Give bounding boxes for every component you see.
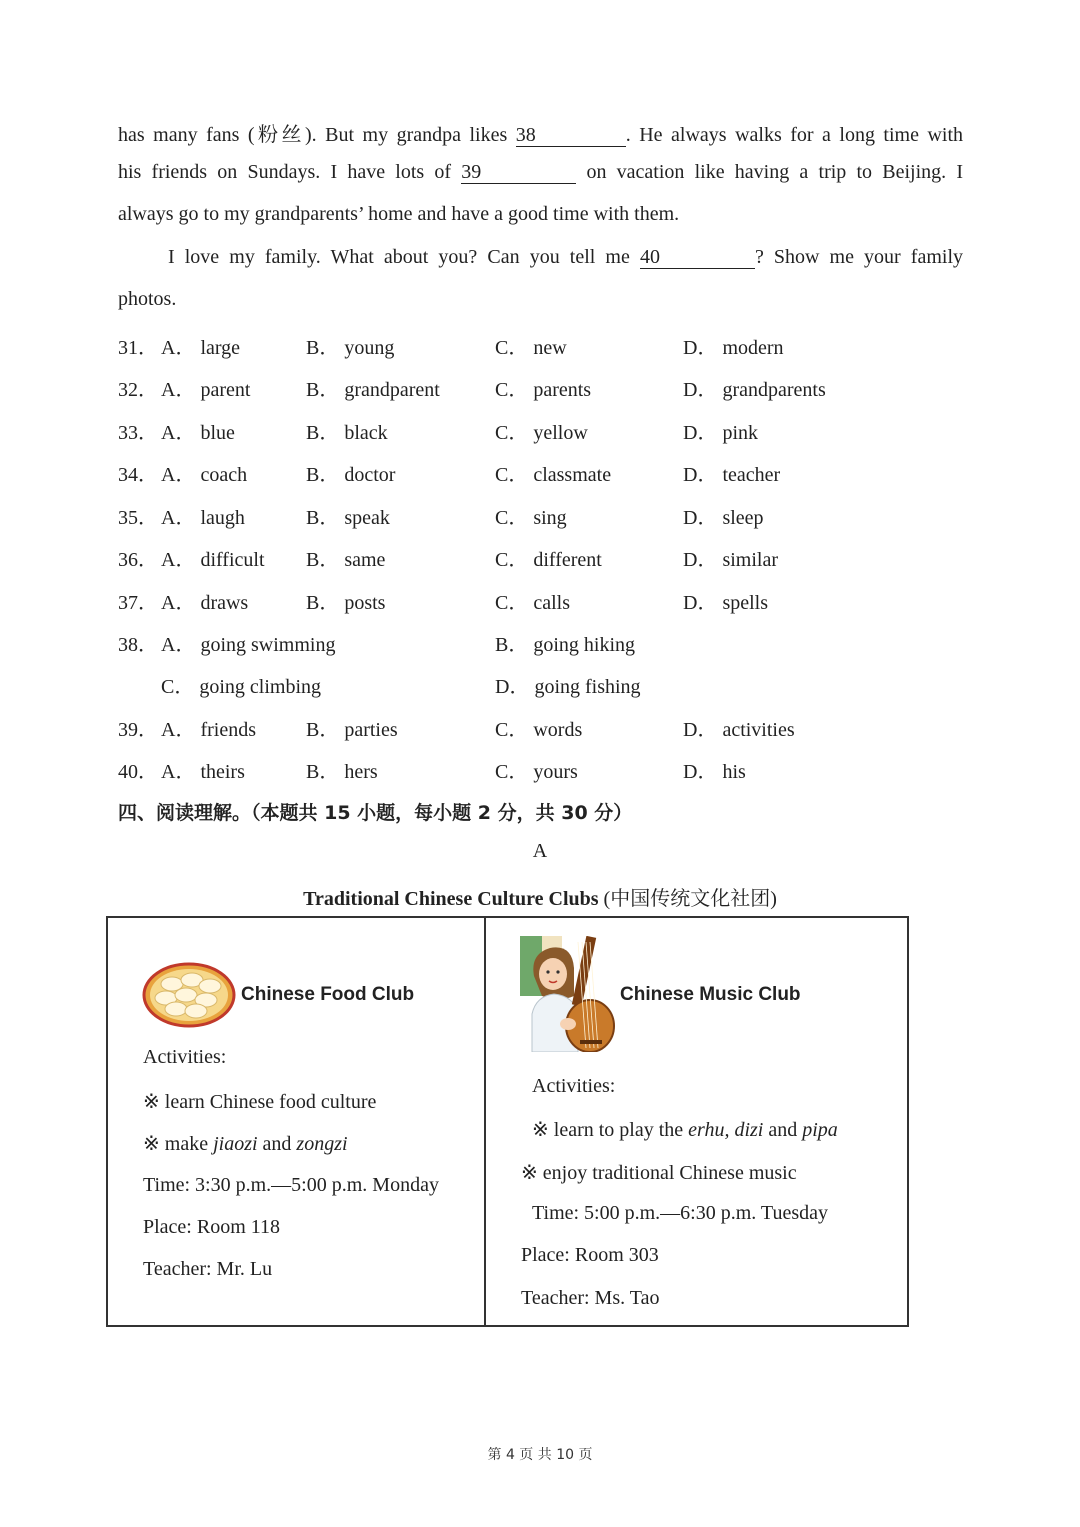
passage-line-3: always go to my grandparents’ home and have a good time with them. [118,203,680,225]
question-34-number: 34． [118,464,158,486]
table-title [0,882,1080,911]
dumplings-plate-icon [142,962,236,1028]
question-33-number: 33． [118,422,158,444]
question-33-option-d: D． pink [683,422,758,444]
music-activities-label: Activities: [532,1075,616,1097]
passage-line-5: photos. [118,288,177,310]
question-31-option-d: D． modern [683,337,784,359]
food-activity-2: ※ make jiaozi and zongzi [143,1133,348,1155]
pipa-girl-icon [520,936,620,1052]
question-40-number: 40． [118,761,158,783]
question-35-number: 35． [118,507,158,529]
question-37-option-c: C． calls [495,592,570,614]
question-39-option-c: C． words [495,719,583,741]
food-place: Place: Room 118 [143,1216,281,1238]
food-teacher: Teacher: Mr. Lu [143,1258,273,1280]
food-activity-1: ※ learn Chinese food culture [143,1091,377,1113]
music-activity-1: ※ learn to play the erhu, dizi and pipa [532,1119,838,1141]
question-38-option-c: C． going climbing [161,676,321,698]
question-37-option-b: B． posts [306,592,386,614]
question-33-option-c: C． yellow [495,422,588,444]
question-40-option-d: D． his [683,761,746,783]
question-38-option-b: B． going hiking [495,634,636,656]
question-40-option-a: A． theirs [161,761,245,783]
food-activities-label: Activities: [143,1046,227,1068]
question-35-option-d: D． sleep [683,507,764,529]
question-37-number: 37． [118,592,158,614]
question-36-number: 36． [118,549,158,571]
question-32-option-b: B． grandparent [306,379,440,401]
music-activity-2: ※ enjoy traditional Chinese music [521,1162,797,1184]
question-36-option-b: B． same [306,549,386,571]
blank-40: 40 [640,247,755,269]
question-34-option-a: A． coach [161,464,248,486]
question-38-option-a: A． going swimming [161,634,336,656]
passage-line-4: I love my family. What about you? Can you tell me 40 ? Show me your family [168,246,964,268]
question-31-option-c: C． new [495,337,567,359]
question-33-option-b: B． black [306,422,388,444]
table-title-cn: (中国传统文化社团) [603,888,777,910]
question-39-number: 39． [118,719,158,741]
music-club-title: Chinese Music Club [620,984,801,1005]
question-31-option-b: B． young [306,337,395,359]
question-35-option-c: C． sing [495,507,567,529]
question-31-option-a: A． large [161,337,241,359]
section-title: 四、阅读理解。（本题共 15 小题，每小题 2 分，共 30 分） [118,802,633,824]
question-39-option-b: B． parties [306,719,398,741]
question-31-number: 31． [118,337,158,359]
question-38-number: 38． [118,634,158,656]
music-place: Place: Room 303 [521,1244,659,1266]
question-40-option-c: C． yours [495,761,578,783]
question-36-option-d: D． similar [683,549,778,571]
question-32-number: 32． [118,379,158,401]
food-time: Time: 3:30 p.m.—5:00 p.m. Monday [143,1174,439,1196]
blank-39: 39 [461,162,576,184]
music-teacher: Teacher: Ms. Tao [521,1287,660,1309]
blank-38: 38 [516,125,626,147]
question-37-option-d: D． spells [683,592,768,614]
question-35-option-b: B． speak [306,507,390,529]
table-title-en: Traditional Chinese Culture Clubs [303,888,599,910]
table-divider [484,916,486,1327]
question-34-option-d: D． teacher [683,464,781,486]
passage-letter: A [532,840,548,862]
food-club-title: Chinese Food Club [241,984,415,1005]
question-36-option-c: C． different [495,549,602,571]
question-32-option-d: D． grandparents [683,379,826,401]
question-39-option-d: D． activities [683,719,795,741]
question-34-option-b: B． doctor [306,464,396,486]
passage-line-2: his friends on Sundays. I have lots of 39 on vacation like having a trip to Beijing. I [118,161,963,183]
page-number: 第 4 页 共 10 页 [487,1447,593,1463]
question-35-option-a: A． laugh [161,507,245,529]
music-time: Time: 5:00 p.m.—6:30 p.m. Tuesday [532,1202,828,1224]
question-39-option-a: A． friends [161,719,256,741]
question-40-option-b: B． hers [306,761,378,783]
question-36-option-a: A． difficult [161,549,265,571]
question-32-option-c: C． parents [495,379,592,401]
question-34-option-c: C． classmate [495,464,612,486]
question-37-option-a: A． draws [161,592,249,614]
question-38-option-d: D． going fishing [495,676,641,698]
question-33-option-a: A． blue [161,422,235,444]
question-32-option-a: A． parent [161,379,251,401]
passage-line-1: has many fans (粉丝). But my grandpa likes 38 . He always walks for a long time with [118,124,964,146]
